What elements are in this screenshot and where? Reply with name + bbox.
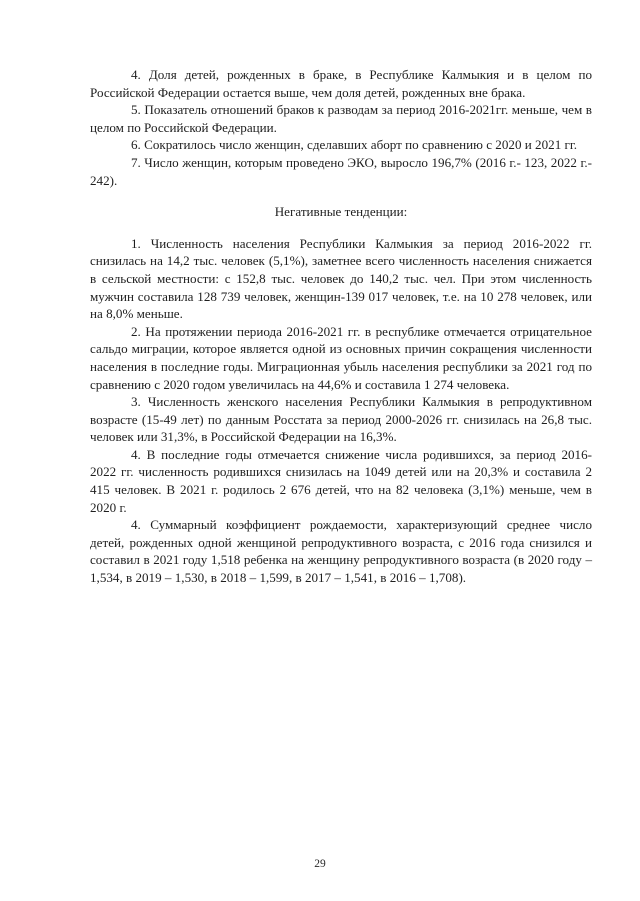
- paragraph-negative-3: 3. Численность женского населения Республики Калмыкия в репродуктивном возрасте (15-49 лет) по данным Росстата за период 2000-2026 гг. снизилась на 26,8 тыс. человек или 31,3%, в Российской Федерации на 16,3%.: [90, 394, 592, 445]
- paragraph-positive-5: 5. Показатель отношений браков к разводам за период 2016-2021гг. меньше, чем в целом по Российской Федерации.: [90, 102, 592, 135]
- section-heading-negative-trends: Негативные тенденции:: [274, 204, 408, 220]
- paragraph-positive-7: 7. Число женщин, которым проведено ЭКО, выросло 196,7% (2016 г.- 123, 2022 г.- 242).: [90, 154, 592, 188]
- paragraph-positive-6: 6. Сократилось число женщин, сделавших аборт по сравнению с 2020 и 2021 гг.: [131, 137, 578, 153]
- paragraph-negative-4: 4. В последние годы отмечается снижение числа родившихся, за период 2016-2022 гг. численность родившихся снизилась на 1049 детей или на 20,3% и составила 2 415 человек. В 2021 г. родилось 2 676 детей, что на 82 человека (3,1%) меньше, чем в 2020 г.: [90, 446, 592, 515]
- paragraph-negative-2: 2. На протяжении периода 2016-2021 гг. в республике отмечается отрицательное сальдо миграции, которое является одной из основных причин сокращения численности населения в последние годы. Миграционная убыль населения республики за 2021 год по сравнению с 2020 годом увеличилась на 44,6% и составила 1 274 человека.: [90, 323, 592, 392]
- paragraph-negative-1: 1. Численность населения Республики Калмыкия за период 2016-2022 гг. снизилась на 14,2 тыс. человек (5,1%), заметнее всего численность населения снижается в сельской местности: с 152,8 тыс. человек до 140,2 тыс. чел. При этом численность мужчин составила 128 739 человек, женщин-139 017 человек, т.е. на 10 278 человек, или на 8,0% меньше.: [90, 235, 592, 322]
- paragraph-negative-4b: 4. Суммарный коэффициент рождаемости, характеризующий среднее число детей, рожденных одной женщиной репродуктивного возраста, с 2016 года снизился и составил в 2021 году 1,518 ребенка на женщину репродуктивного возраста (в 2020 году – 1,534, в 2019 – 1,530, в 2018 – 1,599, в 2017 – 1,541, в 2016 – 1,708).: [90, 517, 592, 586]
- paragraph-positive-4: 4. Доля детей, рожденных в браке, в Республике Калмыкия и в целом по Российской Федерации остается выше, чем доля детей, рожденных вне брака.: [90, 67, 592, 100]
- page-number: 29: [314, 858, 326, 870]
- document-body: [90, 66, 592, 587]
